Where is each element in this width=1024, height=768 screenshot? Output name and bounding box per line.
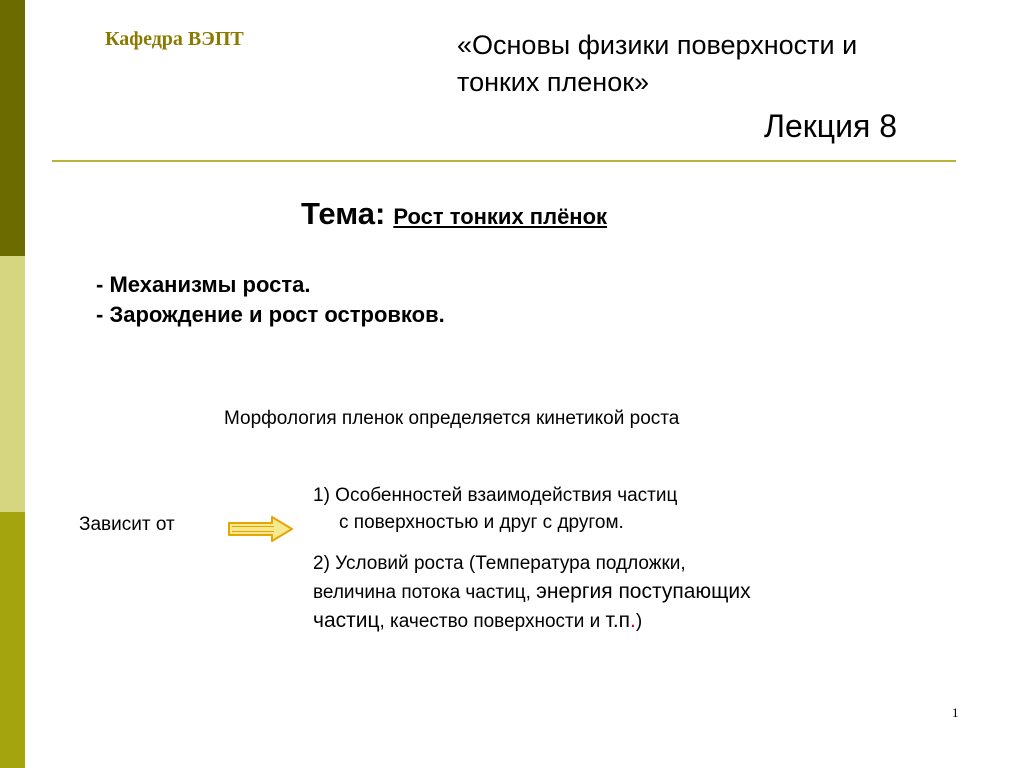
course-title [457,27,977,101]
bullet-item: - Механизмы роста. [96,272,311,297]
right-arrow-icon [228,516,294,542]
condition-2 [313,550,751,636]
course-title-line1: «Основы физики поверхности и [457,30,858,60]
page-number: 1 [952,705,959,720]
condition-2-line3 [313,607,751,636]
left-bar-segment-dark [0,0,25,256]
condition-2-line2-part-a: величина потока частиц, [313,582,537,603]
morphology-statement: Морфология пленок определяется кинетикой роста [224,408,680,429]
condition-2-line3-end: ) [635,611,643,632]
condition-2-line1: 2) Условий роста (Температура подложки, [313,553,686,574]
condition-2-line3-part-b: , качество поверхности и [379,611,606,632]
depends-on-label: Зависит от [79,514,175,535]
topic-label: Тема: [301,196,386,231]
department-name: Кафедра ВЭПТ [105,28,244,50]
topic [301,196,607,232]
lecture-number: Лекция 8 [764,108,898,144]
condition-2-line2 [313,578,751,607]
condition-2-line3-dot: . [630,609,636,632]
bullet-item: - Зарождение и рост островков. [96,302,445,327]
condition-1-line2: с поверхностью и друг с другом. [339,512,624,533]
course-title-line2: тонких пленок» [457,67,650,97]
left-decorative-bar [0,0,25,768]
bullet-list [96,270,445,330]
condition-1-line1: 1) Особенностей взаимодействия частиц [313,485,678,506]
condition-2-line3-part-a: частиц [313,609,380,632]
condition-1 [313,482,677,536]
condition-2-line2-part-b: энергия поступающих [536,580,751,603]
condition-2-line3-part-c: т.п [605,609,631,632]
header-divider [52,160,956,162]
topic-value: Рост тонких плёнок [393,204,608,229]
left-bar-segment-mid [0,512,25,768]
left-bar-segment-light [0,256,25,512]
